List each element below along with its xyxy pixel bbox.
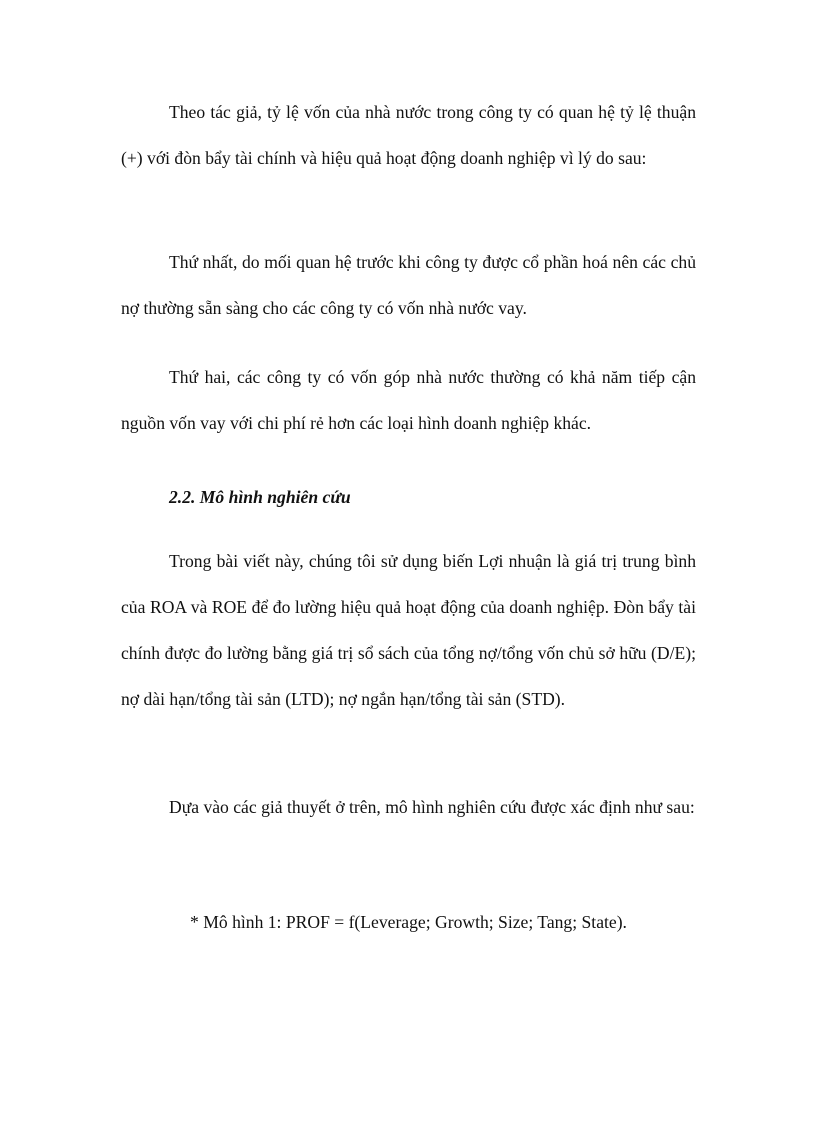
model-formula: * Mô hình 1: PROF = f(Leverage; Growth; Size; Tang; State). <box>190 912 627 932</box>
paragraph-first-reason: Thứ nhất, do mối quan hệ trước khi công ty được cổ phần hoá nên các chủ nợ thường sẵn sàng cho các công ty có vốn nhà nước vay. <box>121 252 696 318</box>
paragraph-model-intro: Dựa vào các giả thuyết ở trên, mô hình nghiên cứu được xác định như sau: <box>169 797 695 817</box>
section-heading: 2.2. Mô hình nghiên cứu <box>169 487 351 507</box>
paragraph-state-ownership: Theo tác giả, tỷ lệ vốn của nhà nước trong công ty có quan hệ tỷ lệ thuận (+) với đòn bẩy tài chính và hiệu quả hoạt động doanh nghiệp vì lý do sau: <box>121 102 696 168</box>
paragraph-second-reason: Thứ hai, các công ty có vốn góp nhà nước thường có khả năm tiếp cận nguồn vốn vay với chi phí rẻ hơn các loại hình doanh nghiệp khác. <box>121 367 696 433</box>
paragraph-variables: Trong bài viết này, chúng tôi sử dụng biến Lợi nhuận là giá trị trung bình của ROA và ROE để đo lường hiệu quả hoạt động của doanh nghiệp. Đòn bẩy tài chính được đo lường bằng giá trị sổ sách của tổng nợ/tổng vốn chủ sở hữu (D/E); nợ dài hạn/tổng tài sản (LTD); nợ ngắn hạn/tổng tài sản (STD). <box>121 551 696 709</box>
